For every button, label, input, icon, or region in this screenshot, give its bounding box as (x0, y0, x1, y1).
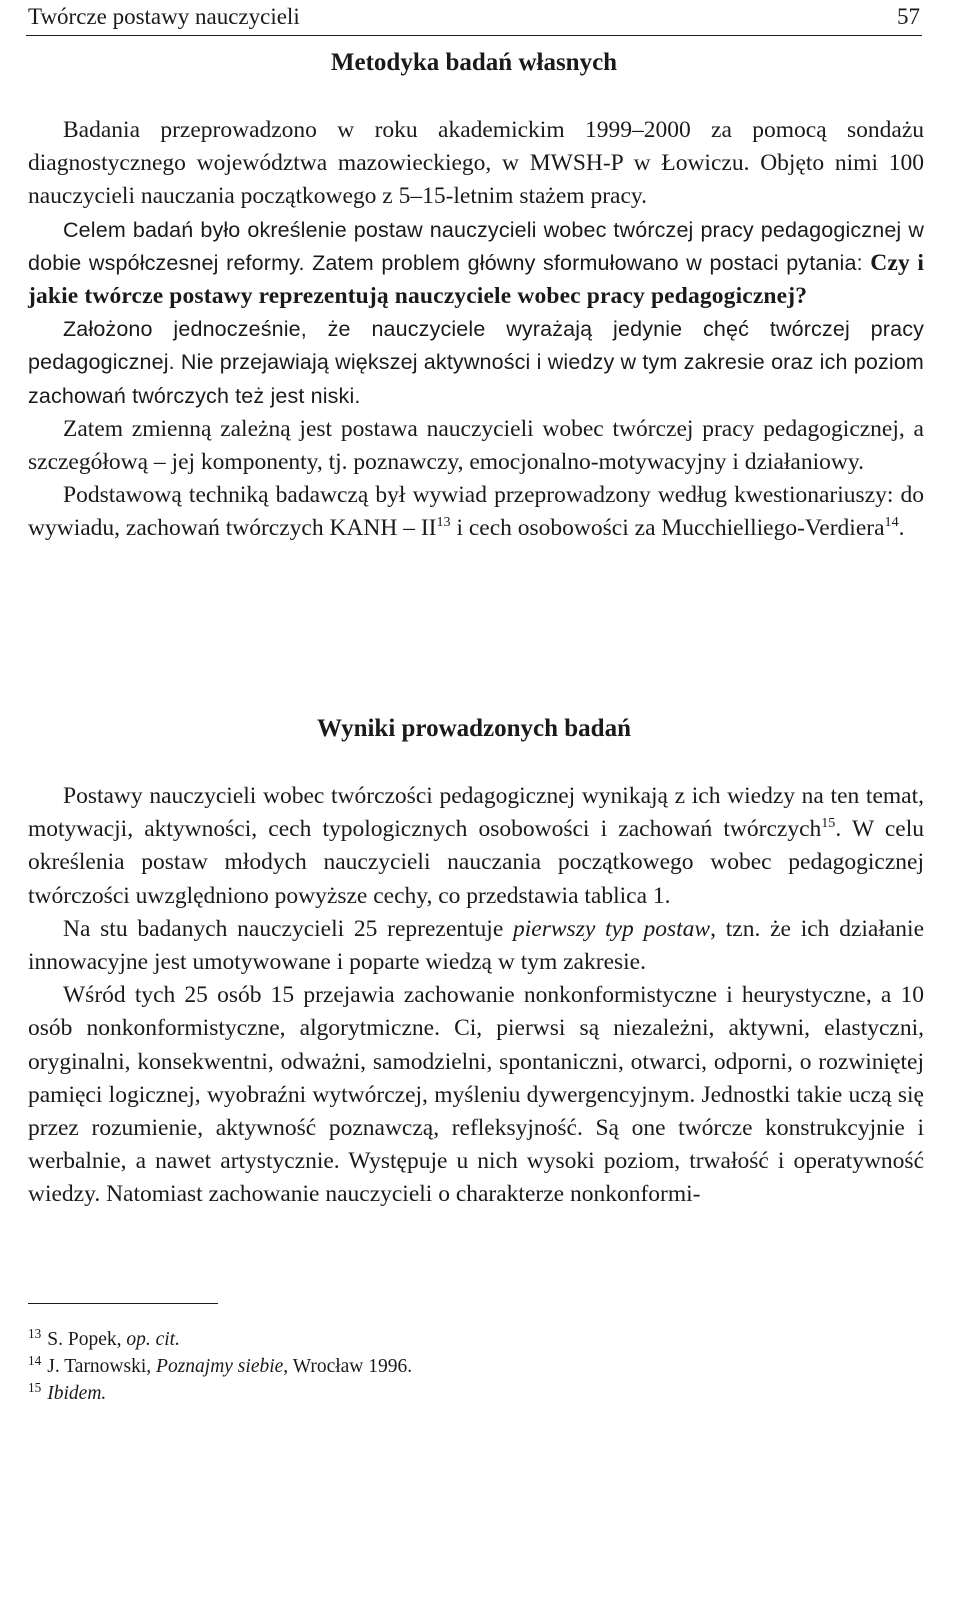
footnote (28, 1326, 924, 1353)
research-question: Czy i jakie twórcze postawy reprezentują nauczyciele wobec pracy pedagogicznej? (28, 249, 925, 310)
paragraph: Wśród tych 25 osób 15 przejawia zachowanie nonkonformistyczne i heurystyczne, a 10 osób nonkonformistyczne, algorytmiczne. Ci, pierwsi są niezależni, aktywni, elastyczni, oryginalni, konsekwentni, odważni, samodzielni, spontaniczni, otwarci, odporni, o rozwiniętej pamięci logicznej, wyobraźni wytwórczej, myśleniu dywergencyjnym. Jednostki takie uczą się przez rozumienie, aktywność poznawczą, refleksyjność. Są one twórcze konstrukcyjnie i werbalnie, a nawet artystycznie. Występuje u nich wysoki poziom, trwałość i operatywność wiedzy. Natomiast zachowanie nauczycieli o charakterze nonkonformi- (28, 982, 924, 1208)
footnote-text: J. Tarnowski, (47, 1356, 157, 1377)
paragraph: Zatem zmienną zależną jest postawa nauczycieli wobec twórczej pracy pedagogicznej, a szczegółową – jej komponenty, tj. poznawczy, emocjonalno-motywacyjny i działaniowy. (28, 415, 924, 476)
paragraph-text: Celem badań było określenie postaw nauczycieli wobec twórczej pracy pedagogicznej w dobie współczesnej reformy. Zatem problem główny sformułowano w postaci pytania: (28, 217, 924, 275)
paragraph-text: Postawy nauczycieli wobec twórczości pedagogicznej wynikają z ich wiedzy na ten temat, motywacji, aktywności, cech typologicznych osobowości i zachowań twórczych (28, 783, 924, 843)
section-heading-methodology: Metodyka badań własnych (330, 49, 618, 76)
footnote-ref: 14 (884, 514, 899, 531)
paragraph-text: Na stu badanych nauczycieli 25 reprezentuje (63, 915, 514, 942)
footnote-number: 15 (28, 1379, 42, 1395)
paragraph: Badania przeprowadzono w roku akademickim 1999–2000 za pomocą sondażu diagnostycznego województwa mazowieckiego, w MWSH-P w Łowiczu. Objęto nimi 100 nauczycieli nauczania początkowego z 5–15-letnim stażem pracy. (28, 117, 924, 210)
footnote-text: , Wrocław 1996. (283, 1356, 413, 1377)
paragraph (28, 214, 924, 314)
paragraph-text: . (898, 515, 905, 542)
footnote-text: S. Popek, (47, 1329, 127, 1350)
footnotes (28, 1326, 924, 1407)
running-header (26, 1, 922, 36)
methodology-section (28, 114, 924, 546)
footnote-ref: 15 (821, 815, 836, 832)
paragraph: Założono jednocześnie, że nauczyciele wyrażają jedynie chęć twórczej pracy pedagogicznej. Nie przejawiają większej aktywności i wiedzy w tym zakresie oraz ich poziom zachowań twórczych też jest niski. (28, 317, 924, 408)
section-heading-results: Wyniki prowadzonych badań (317, 715, 631, 742)
paragraph-text: . W celu określenia postaw młodych nauczycieli nauczania początkowego wobec pedagogicznej twórczości uwzględniono powyższe cechy, co przedstawia tablica 1. (28, 816, 924, 909)
paragraph-text: i cech osobowości za Mucchielliego-Verdiera (450, 515, 885, 542)
footnote-italic: op. cit. (126, 1329, 180, 1350)
running-title: Twórcze postawy nauczycieli (28, 4, 300, 29)
footnote-ref: 13 (436, 514, 451, 531)
results-section (28, 780, 924, 1212)
footnote-number: 14 (28, 1352, 42, 1368)
paragraph (28, 479, 924, 545)
footnote-italic: Ibidem. (47, 1383, 107, 1404)
emphasized-term: pierwszy typ postaw (513, 915, 711, 942)
paragraph (28, 913, 924, 979)
paragraph-text: Podstawową techniką badawczą był wywiad przeprowadzony według kwestionariuszy: do wywiadu, zachowań twórczych KANH – II (28, 482, 924, 542)
footnote (28, 1353, 924, 1380)
footnote-italic: Poznajmy siebie (156, 1356, 284, 1377)
footnote (28, 1380, 924, 1407)
footnote-number: 13 (28, 1325, 42, 1341)
paragraph-text: , tzn. że ich działanie innowacyjne jest umotywowane i poparte wiedzą w tym zakresie. (28, 915, 925, 976)
footnote-separator (28, 1303, 218, 1304)
page-number: 57 (897, 4, 920, 29)
paragraph (28, 780, 924, 913)
